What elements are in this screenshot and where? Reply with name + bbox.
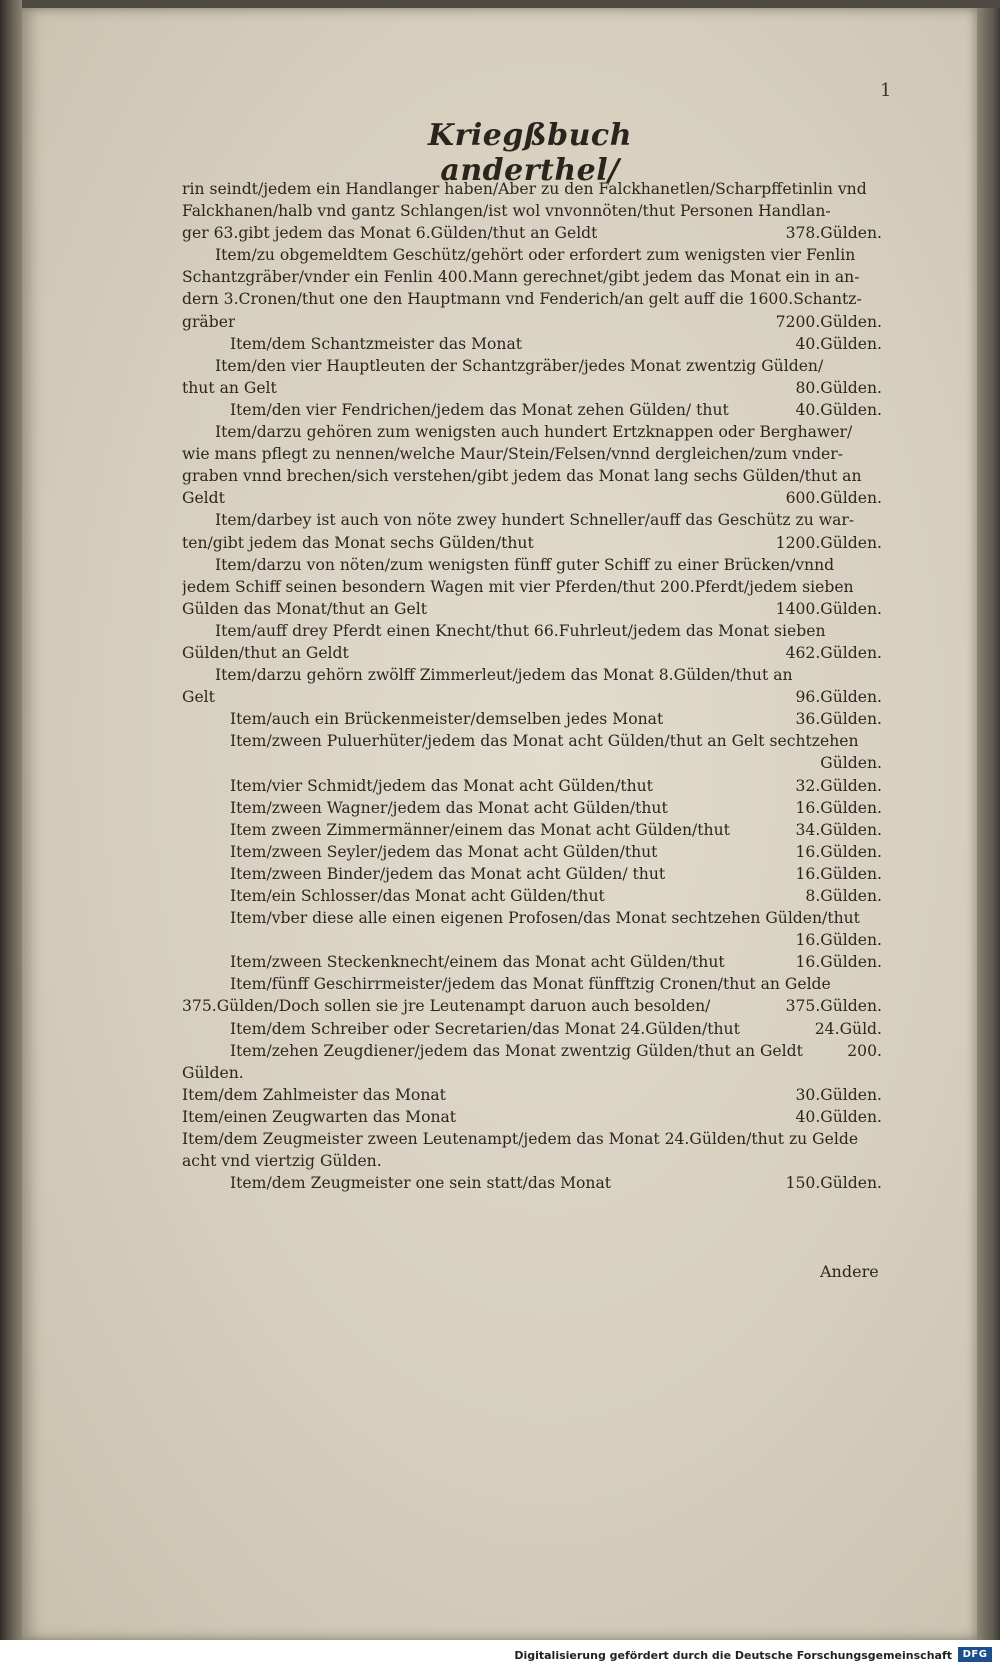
line-text: graben vnnd brechen/sich verstehen/gibt jedem das Monat lang sechs Gülden/thut an [182, 467, 862, 486]
line-text: Gülden. [182, 1063, 244, 1082]
line-text: thut an Gelt [182, 378, 277, 397]
text-line [182, 1040, 882, 1062]
line-amount: 378.Gülden. [785, 224, 882, 243]
line-amount: 40.Gülden. [795, 1107, 882, 1126]
line-text: ten/gibt jedem das Monat sechs Gülden/thut [182, 533, 534, 552]
text-line [182, 1018, 882, 1040]
line-amount: 16.Gülden. [795, 798, 882, 817]
line-amount: 7200.Gülden. [775, 312, 882, 331]
line-text: Item/den vier Hauptleuten der Schantzgräber/jedes Monat zwentzig Gülden/ [215, 356, 824, 375]
text-line [182, 576, 882, 598]
text-line [182, 775, 882, 797]
dfg-logo: DFG [958, 1647, 992, 1662]
text-line [182, 288, 882, 310]
text-line [182, 443, 882, 465]
line-text: wie mans pflegt zu nennen/welche Maur/Stein/Felsen/vnnd dergleichen/zum vnder- [182, 445, 844, 464]
line-text: gräber [182, 312, 236, 331]
line-text: Item/zween Puluerhüter/jedem das Monat acht Gülden/thut an Gelt sechtzehen [230, 732, 859, 751]
line-text: ger 63.gibt jedem das Monat 6.Gülden/thut an Geldt [182, 224, 598, 243]
line-text: rin seindt/jedem ein Handlanger haben/Aber zu den Falckhanetlen/Scharpffetinlin vnd [182, 180, 867, 198]
line-amount: 30.Gülden. [795, 1085, 882, 1104]
line-text: Item/einen Zeugwarten das Monat [182, 1107, 457, 1126]
funding-credit: Digitalisierung gefördert durch die Deutsche Forschungsgemeinschaft [514, 1649, 952, 1662]
book-binding [0, 0, 22, 1640]
text-line [182, 554, 882, 576]
line-text: dern 3.Cronen/thut one den Hauptmann vnd Fenderich/an gelt auff die 1600.Schantz- [182, 290, 862, 309]
text-line [182, 730, 882, 752]
line-amount: 40.Gülden. [795, 400, 882, 419]
line-text: Item/zween Seyler/jedem das Monat acht Gülden/thut [230, 842, 658, 861]
text-line [182, 311, 882, 333]
text-line [182, 797, 882, 819]
text-line [182, 222, 882, 244]
line-amount: 96.Gülden. [795, 688, 882, 707]
line-text: Item/zween Steckenknecht/einem das Monat acht Gülden/thut [230, 953, 725, 972]
line-amount: 16.Gülden. [795, 864, 882, 883]
text-line [182, 355, 882, 377]
line-text: Schantzgräber/vnder ein Fenlin 400.Mann gerechnet/gibt jedem das Monat ein in an- [182, 268, 860, 287]
line-text: Item/darzu gehören zum wenigsten auch hundert Ertzknappen oder Berghawer/ [215, 423, 853, 442]
text-line [182, 620, 882, 642]
line-amount: 375.Gülden. [785, 997, 882, 1016]
line-text: Item/darzu gehörn zwölff Zimmerleut/jedem das Monat 8.Gülden/thut an [215, 666, 793, 685]
text-line [182, 708, 882, 730]
text-line [182, 841, 882, 863]
line-text: Gülden/thut an Geldt [182, 643, 349, 662]
line-text: Item/auff drey Pferdt einen Knecht/thut 66.Fuhrleut/jedem das Monat sieben [215, 621, 826, 640]
text-line [182, 819, 882, 841]
text-line [182, 863, 882, 885]
line-text: Item/fünff Geschirrmeister/jedem das Monat fünfftzig Cronen/thut an Gelde [230, 975, 831, 994]
line-text: acht vnd viertzig Gülden. [182, 1152, 382, 1171]
line-text: Item zween Zimmermänner/einem das Monat acht Gülden/thut [230, 820, 730, 839]
text-line [182, 907, 882, 929]
footer-bar [0, 1640, 1000, 1669]
text-line [182, 1084, 882, 1106]
text-line [182, 377, 882, 399]
line-amount: 462.Gülden. [785, 643, 882, 662]
line-amount: 34.Gülden. [795, 820, 882, 839]
line-amount: 150.Gülden. [785, 1174, 882, 1193]
line-text: Item/zehen Zeugdiener/jedem das Monat zwentzig Gülden/thut an Geldt [230, 1041, 803, 1060]
line-amount: 16.Gülden. [795, 953, 882, 972]
line-text: Item/dem Schreiber oder Secretarien/das Monat 24.Gülden/thut [230, 1019, 740, 1038]
line-text: jedem Schiff seinen besondern Wagen mit vier Pferden/thut 200.Pferdt/jedem sieben [182, 577, 854, 596]
page-mark: 1 [880, 80, 892, 101]
line-text: Item/vier Schmidt/jedem das Monat acht Gülden/thut [230, 776, 653, 795]
text-line [182, 973, 882, 995]
line-amount: 16.Gülden. [795, 931, 882, 950]
text-line [182, 752, 882, 774]
text-line [182, 1062, 882, 1084]
line-text: Item/dem Zahlmeister das Monat [182, 1085, 446, 1104]
page-edge [977, 8, 1000, 1640]
line-amount: 600.Gülden. [785, 489, 882, 508]
line-amount: 200. [847, 1041, 882, 1060]
line-text: Falckhanen/halb vnd gantz Schlangen/ist wol vnvonnöten/thut Personen Handlan- [182, 202, 831, 221]
line-text: 375.Gülden/Doch sollen sie jre Leutenampt daruon auch besolden/ [182, 997, 711, 1016]
line-text: Item/dem Schantzmeister das Monat [230, 334, 523, 353]
line-text: Gülden das Monat/thut an Gelt [182, 599, 427, 618]
line-amount: 1400.Gülden. [775, 599, 882, 618]
line-text: Item/den vier Fendrichen/jedem das Monat zehen Gülden/ thut [230, 400, 729, 419]
line-text: Gelt [182, 688, 215, 707]
text-line [182, 178, 882, 200]
line-text: Item/vber diese alle einen eigenen Profosen/das Monat sechtzehen Gülden/thut [230, 909, 860, 928]
line-text: Item/zween Binder/jedem das Monat acht Gülden/ thut [230, 864, 666, 883]
text-line [182, 686, 882, 708]
line-amount: 32.Gülden. [795, 776, 882, 795]
text-line [182, 642, 882, 664]
line-text: Item/dem Zeugmeister one sein statt/das Monat [230, 1174, 612, 1193]
text-line [182, 1128, 882, 1150]
catchword: Andere [820, 1262, 879, 1281]
line-text: Item/zween Wagner/jedem das Monat acht Gülden/thut [230, 798, 668, 817]
line-amount: 8.Gülden. [805, 887, 882, 905]
line-amount: 16.Gülden. [795, 842, 882, 861]
line-amount: 36.Gülden. [795, 710, 882, 729]
running-head: Kriegßbuch anderthel/ [428, 118, 632, 188]
text-line [182, 244, 882, 266]
text-line [182, 598, 882, 620]
text-line [182, 200, 882, 222]
text-line [182, 664, 882, 686]
text-line [182, 951, 882, 973]
page-body-text [182, 178, 882, 1194]
line-text: Geldt [182, 489, 225, 508]
line-text: Item/darzu von nöten/zum wenigsten fünff guter Schiff zu einer Brücken/vnnd [215, 555, 835, 574]
text-line [182, 399, 882, 421]
text-line [182, 995, 882, 1017]
line-amount: 40.Gülden. [795, 334, 882, 353]
text-line [182, 487, 882, 509]
text-line [182, 1106, 882, 1128]
line-text: Item/zu obgemeldtem Geschütz/gehört oder erfordert zum wenigsten vier Fenlin [215, 246, 856, 265]
text-line [182, 509, 882, 531]
text-line [182, 885, 882, 907]
text-line [182, 333, 882, 355]
text-line [182, 1172, 882, 1194]
text-line [182, 266, 882, 288]
text-line [182, 1150, 882, 1172]
line-text: Item/dem Zeugmeister zween Leutenampt/jedem das Monat 24.Gülden/thut zu Gelde [182, 1130, 859, 1149]
line-amount: 24.Güld. [814, 1019, 882, 1038]
line-text: Item/ein Schlosser/das Monat acht Gülden/thut [230, 887, 605, 905]
line-amount: 80.Gülden. [795, 378, 882, 397]
line-amount: Gülden. [820, 754, 882, 773]
text-line [182, 532, 882, 554]
text-line [182, 465, 882, 487]
line-text: Item/darbey ist auch von nöte zwey hundert Schneller/auff das Geschütz zu war- [215, 511, 855, 530]
line-amount: 1200.Gülden. [775, 533, 882, 552]
line-text: Item/auch ein Brückenmeister/demselben jedes Monat [230, 710, 664, 729]
text-line [182, 929, 882, 951]
text-line [182, 421, 882, 443]
